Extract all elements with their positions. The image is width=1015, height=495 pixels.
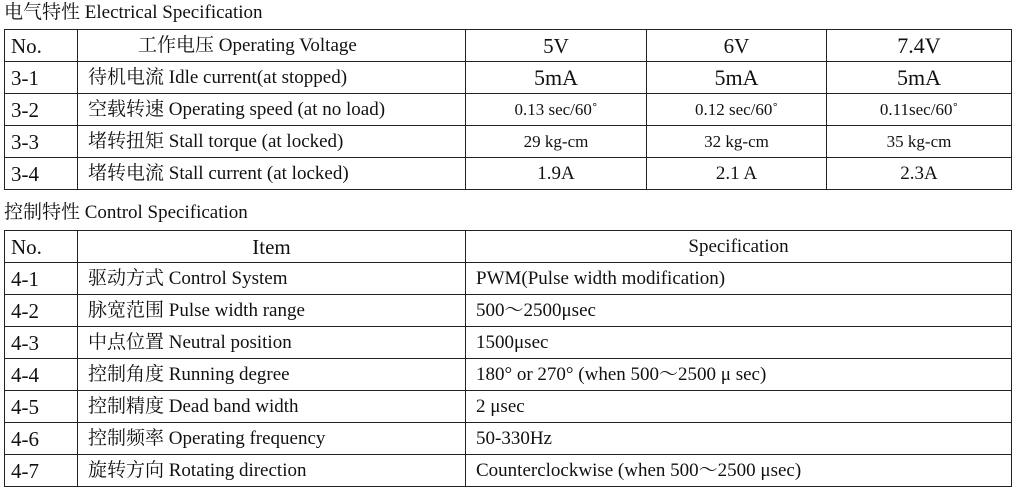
electrical-spec-title: 电气特性 Electrical Specification	[4, 2, 263, 23]
header-voltage-7-4v: 7.4V	[827, 30, 1012, 62]
row-spec: PWM(Pulse width modification)	[466, 263, 1012, 295]
table-row	[5, 423, 1012, 455]
row-no: 3-1	[5, 62, 78, 94]
header-no: No.	[5, 231, 78, 263]
row-no: 4-4	[5, 359, 78, 391]
value-5v: 29 kg-cm	[466, 126, 647, 158]
row-item: 控制角度 Running degree	[78, 359, 466, 391]
row-spec: 180° or 270° (when 500～2500 μ sec)	[466, 359, 1012, 391]
value-5v: 5mA	[466, 62, 647, 94]
row-item: 旋转方向 Rotating direction	[78, 455, 466, 487]
row-no: 4-3	[5, 327, 78, 359]
value-6v: 5mA	[647, 62, 827, 94]
electrical-spec-table	[4, 29, 1012, 190]
table-row	[5, 391, 1012, 423]
row-no: 4-6	[5, 423, 78, 455]
row-spec: 1500μsec	[466, 327, 1012, 359]
value-6v: 2.1 A	[647, 158, 827, 190]
value-7-4v: 0.11sec/60˚	[827, 94, 1012, 126]
control-header-row	[5, 231, 1012, 263]
electrical-header-row	[5, 30, 1012, 62]
header-voltage-5v: 5V	[466, 30, 647, 62]
value-7-4v: 5mA	[827, 62, 1012, 94]
row-no: 4-2	[5, 295, 78, 327]
row-no: 4-5	[5, 391, 78, 423]
row-spec: 500～2500μsec	[466, 295, 1012, 327]
row-label: 堵转扭矩 Stall torque (at locked)	[78, 126, 466, 158]
row-spec: Counterclockwise (when 500～2500 μsec)	[466, 455, 1012, 487]
row-label: 待机电流 Idle current(at stopped)	[78, 62, 466, 94]
table-row	[5, 94, 1012, 126]
row-item: 脉宽范围 Pulse width range	[78, 295, 466, 327]
row-no: 3-3	[5, 126, 78, 158]
row-spec: 50-330Hz	[466, 423, 1012, 455]
row-label: 堵转电流 Stall current (at locked)	[78, 158, 466, 190]
table-row	[5, 359, 1012, 391]
row-no: 3-2	[5, 94, 78, 126]
header-item: Item	[78, 231, 466, 263]
header-no: No.	[5, 30, 78, 62]
table-row	[5, 455, 1012, 487]
row-no: 4-1	[5, 263, 78, 295]
row-item: 控制频率 Operating frequency	[78, 423, 466, 455]
row-item: 中点位置 Neutral position	[78, 327, 466, 359]
row-no: 4-7	[5, 455, 78, 487]
table-row	[5, 327, 1012, 359]
table-row	[5, 295, 1012, 327]
row-item: 控制精度 Dead band width	[78, 391, 466, 423]
table-row	[5, 263, 1012, 295]
value-5v: 1.9A	[466, 158, 647, 190]
value-5v: 0.13 sec/60˚	[466, 94, 647, 126]
control-spec-title: 控制特性 Control Specification	[4, 202, 248, 223]
header-specification: Specification	[466, 231, 1012, 263]
row-label: 空载转速 Operating speed (at no load)	[78, 94, 466, 126]
table-row	[5, 126, 1012, 158]
value-7-4v: 35 kg-cm	[827, 126, 1012, 158]
header-operating-voltage: 工作电压 Operating Voltage	[78, 30, 466, 62]
value-7-4v: 2.3A	[827, 158, 1012, 190]
row-spec: 2 μsec	[466, 391, 1012, 423]
row-no: 3-4	[5, 158, 78, 190]
control-spec-table	[4, 230, 1012, 487]
value-6v: 32 kg-cm	[647, 126, 827, 158]
table-row	[5, 158, 1012, 190]
table-row	[5, 62, 1012, 94]
header-voltage-6v: 6V	[647, 30, 827, 62]
row-item: 驱动方式 Control System	[78, 263, 466, 295]
value-6v: 0.12 sec/60˚	[647, 94, 827, 126]
